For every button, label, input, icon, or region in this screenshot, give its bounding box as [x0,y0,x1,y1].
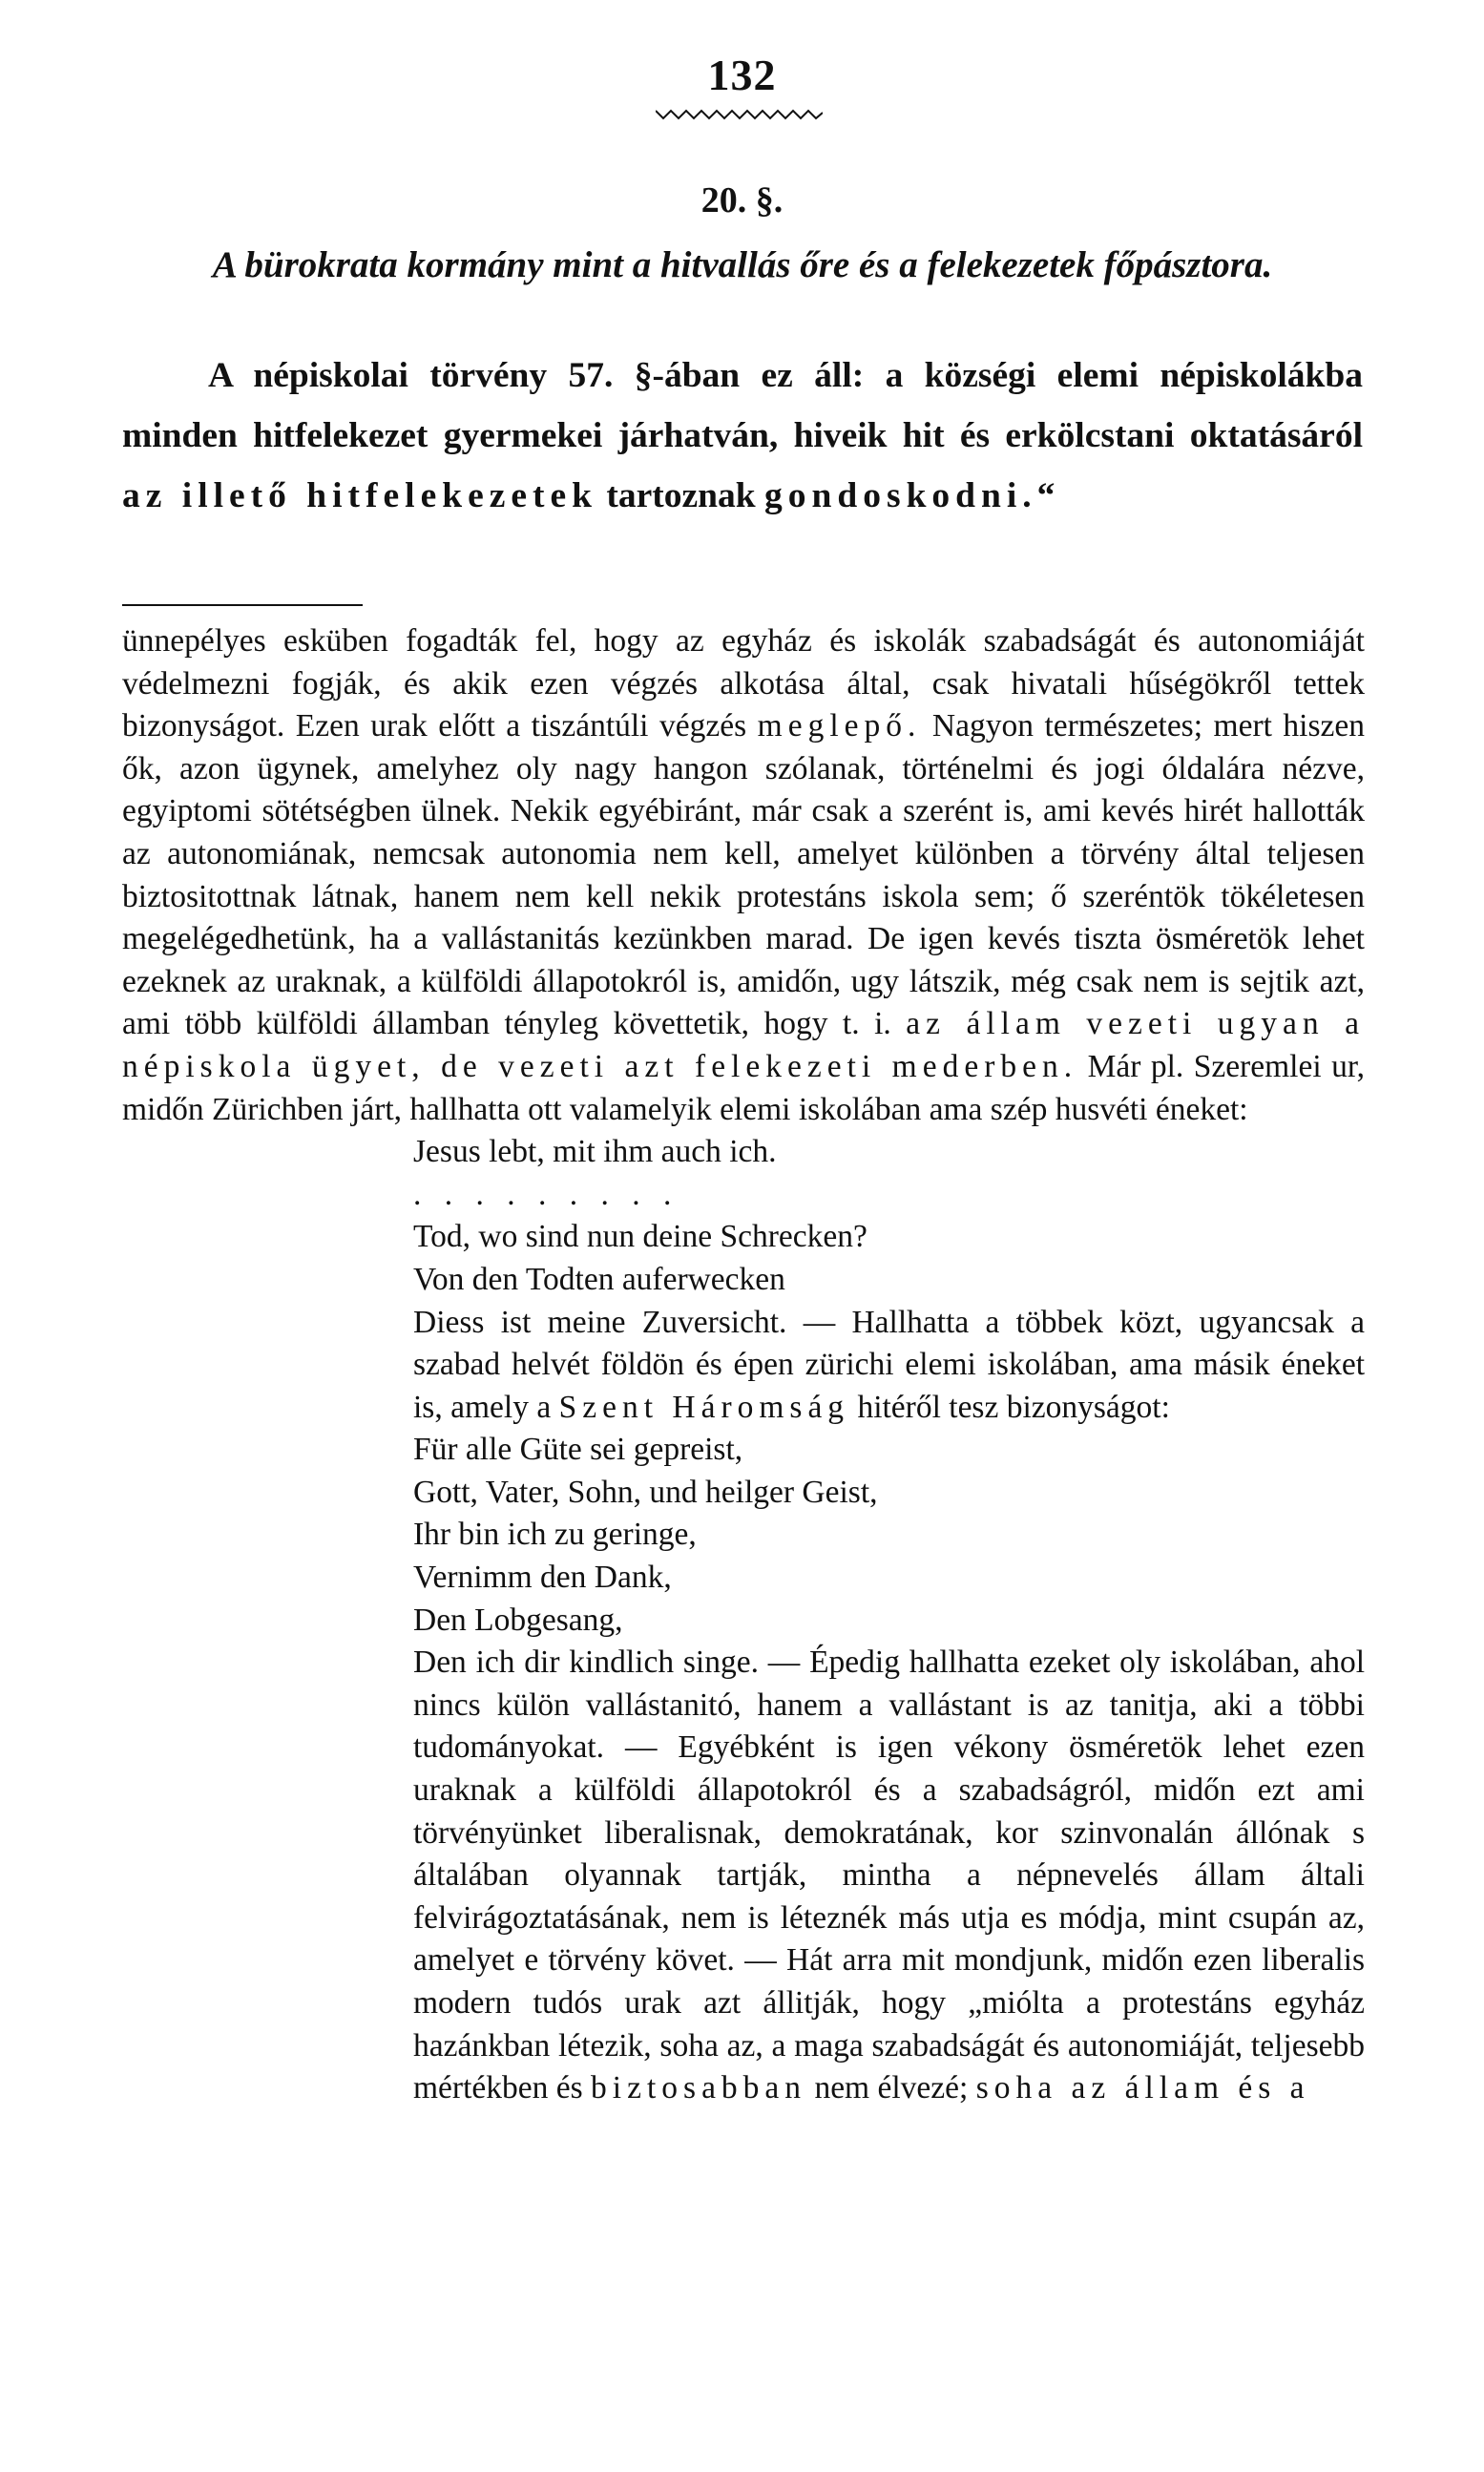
verse-2-line-4: Vernimm den Dank, [413,1560,672,1596]
p3-spaced-2: soha az állam és a [975,2070,1310,2106]
p1-text-c: Már pl. Szeremlei ur, midőn Zürichben járt, hallhatta ott valamelyik elemi iskolában ama szép husvéti éneket: [122,1048,1366,1127]
intro-bold-text: tartoznak [606,476,756,515]
footnote-divider [122,604,363,606]
p3-text-b: nem élvezé; [814,2070,969,2106]
chapter-title: A bürokrata kormány mint a hitvallás őre és a felekezetek főpásztora. [212,244,1273,285]
p3-spaced-1: biztosabban [591,2070,807,2106]
verse-1-line-4: Diess ist meine Zuversicht. [413,1304,787,1340]
intro-spaced-text: az illető hitfelekezetek [122,476,598,515]
intro-end-text: gondoskodni.“ [764,476,1061,515]
section-number: 20. §. [700,180,784,220]
p2-text-a: — Hallhatta a többek közt, ugyancsak a szabad helvét földön és épen zürichi elemi iskolában, ama másik éneket is, amely a [413,1304,1366,1425]
p2-text-b: hitéről tesz bizonyságot: [857,1389,1170,1425]
verse-2-line-3: Ihr bin ich zu geringe, [413,1517,697,1553]
p1-spaced-1: meglepő. [757,708,922,744]
verse-1-line-2: Tod, wo sind nun deine Schrecken? [413,1219,867,1255]
verse-2-line-1: Für alle Güte sei gepreist, [413,1432,743,1468]
intro-paragraph [122,346,1363,526]
p3-text-a: — Épedig hallhatta ezeket oly iskolában, ahol nincs külön vallástanitó, hanem a vallástant is az tanitja, aki a többi tudományokat. — Egyébként is igen vékony ösméretök lehet ezen uraknak a külföldi állapotokról és a szabadságról, midőn ezt ami törvényünket liberalisnak, demokratának, kor szinvonalán állónak s általában olyannak tartják, mintha a népnevelés állam általi felvirágoztatásának, nem is léteznék más utja es módja, mint csupán az, amelyet e törvény követ. — Hát arra mit mondjunk, midőn ezen liberalis modern tudós urak azt állitják, hogy „miólta a protestáns egyház hazánkban létezik, soha az, a maga szabadságát és autonomiáját, teljesebb mértékben és [413,1645,1366,2106]
verse-2-line-5: Den Lobgesang, [413,1602,623,1638]
intro-quote [122,346,1363,526]
verse-1-line-1: Jesus lebt, mit ihm auch ich. [413,1134,777,1170]
body-text [122,620,1365,2110]
verse-1-line-3: Von den Todten auferwecken [413,1261,785,1297]
page-number: 132 [707,51,777,99]
verse-2-line-2: Gott, Vater, Sohn, und heilger Geist, [413,1474,878,1510]
verse-ellipsis: . . . . . . . . . [413,1176,679,1212]
p1-text-a: ünnepélyes esküben fogadták fel, hogy az egyház és iskolák szabadságát és autonomiáját védelmezni fogják, és akik ezen végzés alkotása által, csak hivatali hűségökről tettek bizonyságot. Ezen urak előtt a tiszántúli végzés [122,623,1365,744]
ornament-divider [656,107,823,122]
intro-quote-start: A népiskolai törvény 57. §-ában ez áll: a községi elemi népiskolákba minden hitfelekezet gyermekei járhatván, hiveik hit és erkölcstani oktatásáról [122,356,1363,455]
verse-1-line-4-and-continuation [122,1302,1365,1430]
p2-spaced: Szent Háromság [558,1389,850,1425]
verse-2-line-6: Den ich dir kindlich singe. [413,1645,759,1681]
p1-text-b: Nagyon természetes; mert hiszen ők, azon ügynek, amelyhez oly nagy hangon szólanak, történelmi és jogi óldalára nézve, egyiptomi sötétségben ülnek. Nekik egyébiránt, már csak a szerént is, ami kevés hirét hallották az autonomiának, nemcsak autonomia nem kell, amelyet különben a törvény által teljesen biztositottnak látnak, hanem nem kell nekik protestáns iskola sem; ő szeréntök tökéletesen megelégedhetünk, ha a vallástanitás kezünkben marad. De igen kevés tiszta ösméretök lehet ezeknek az uraknak, a külföldi állapotokról is, amidőn, ugy látszik, még csak nem is sejtik azt, ami több külföldi államban tényleg követtetik, hogy t. i. [122,708,1366,1042]
p1-spaced-2: az állam vezeti ugyan a népiskola ügyet, de vezeti azt felekezeti mederben. [122,1006,1366,1084]
verse-2-line-6-and-continuation [122,1642,1365,2110]
paragraph-1 [122,620,1365,1131]
